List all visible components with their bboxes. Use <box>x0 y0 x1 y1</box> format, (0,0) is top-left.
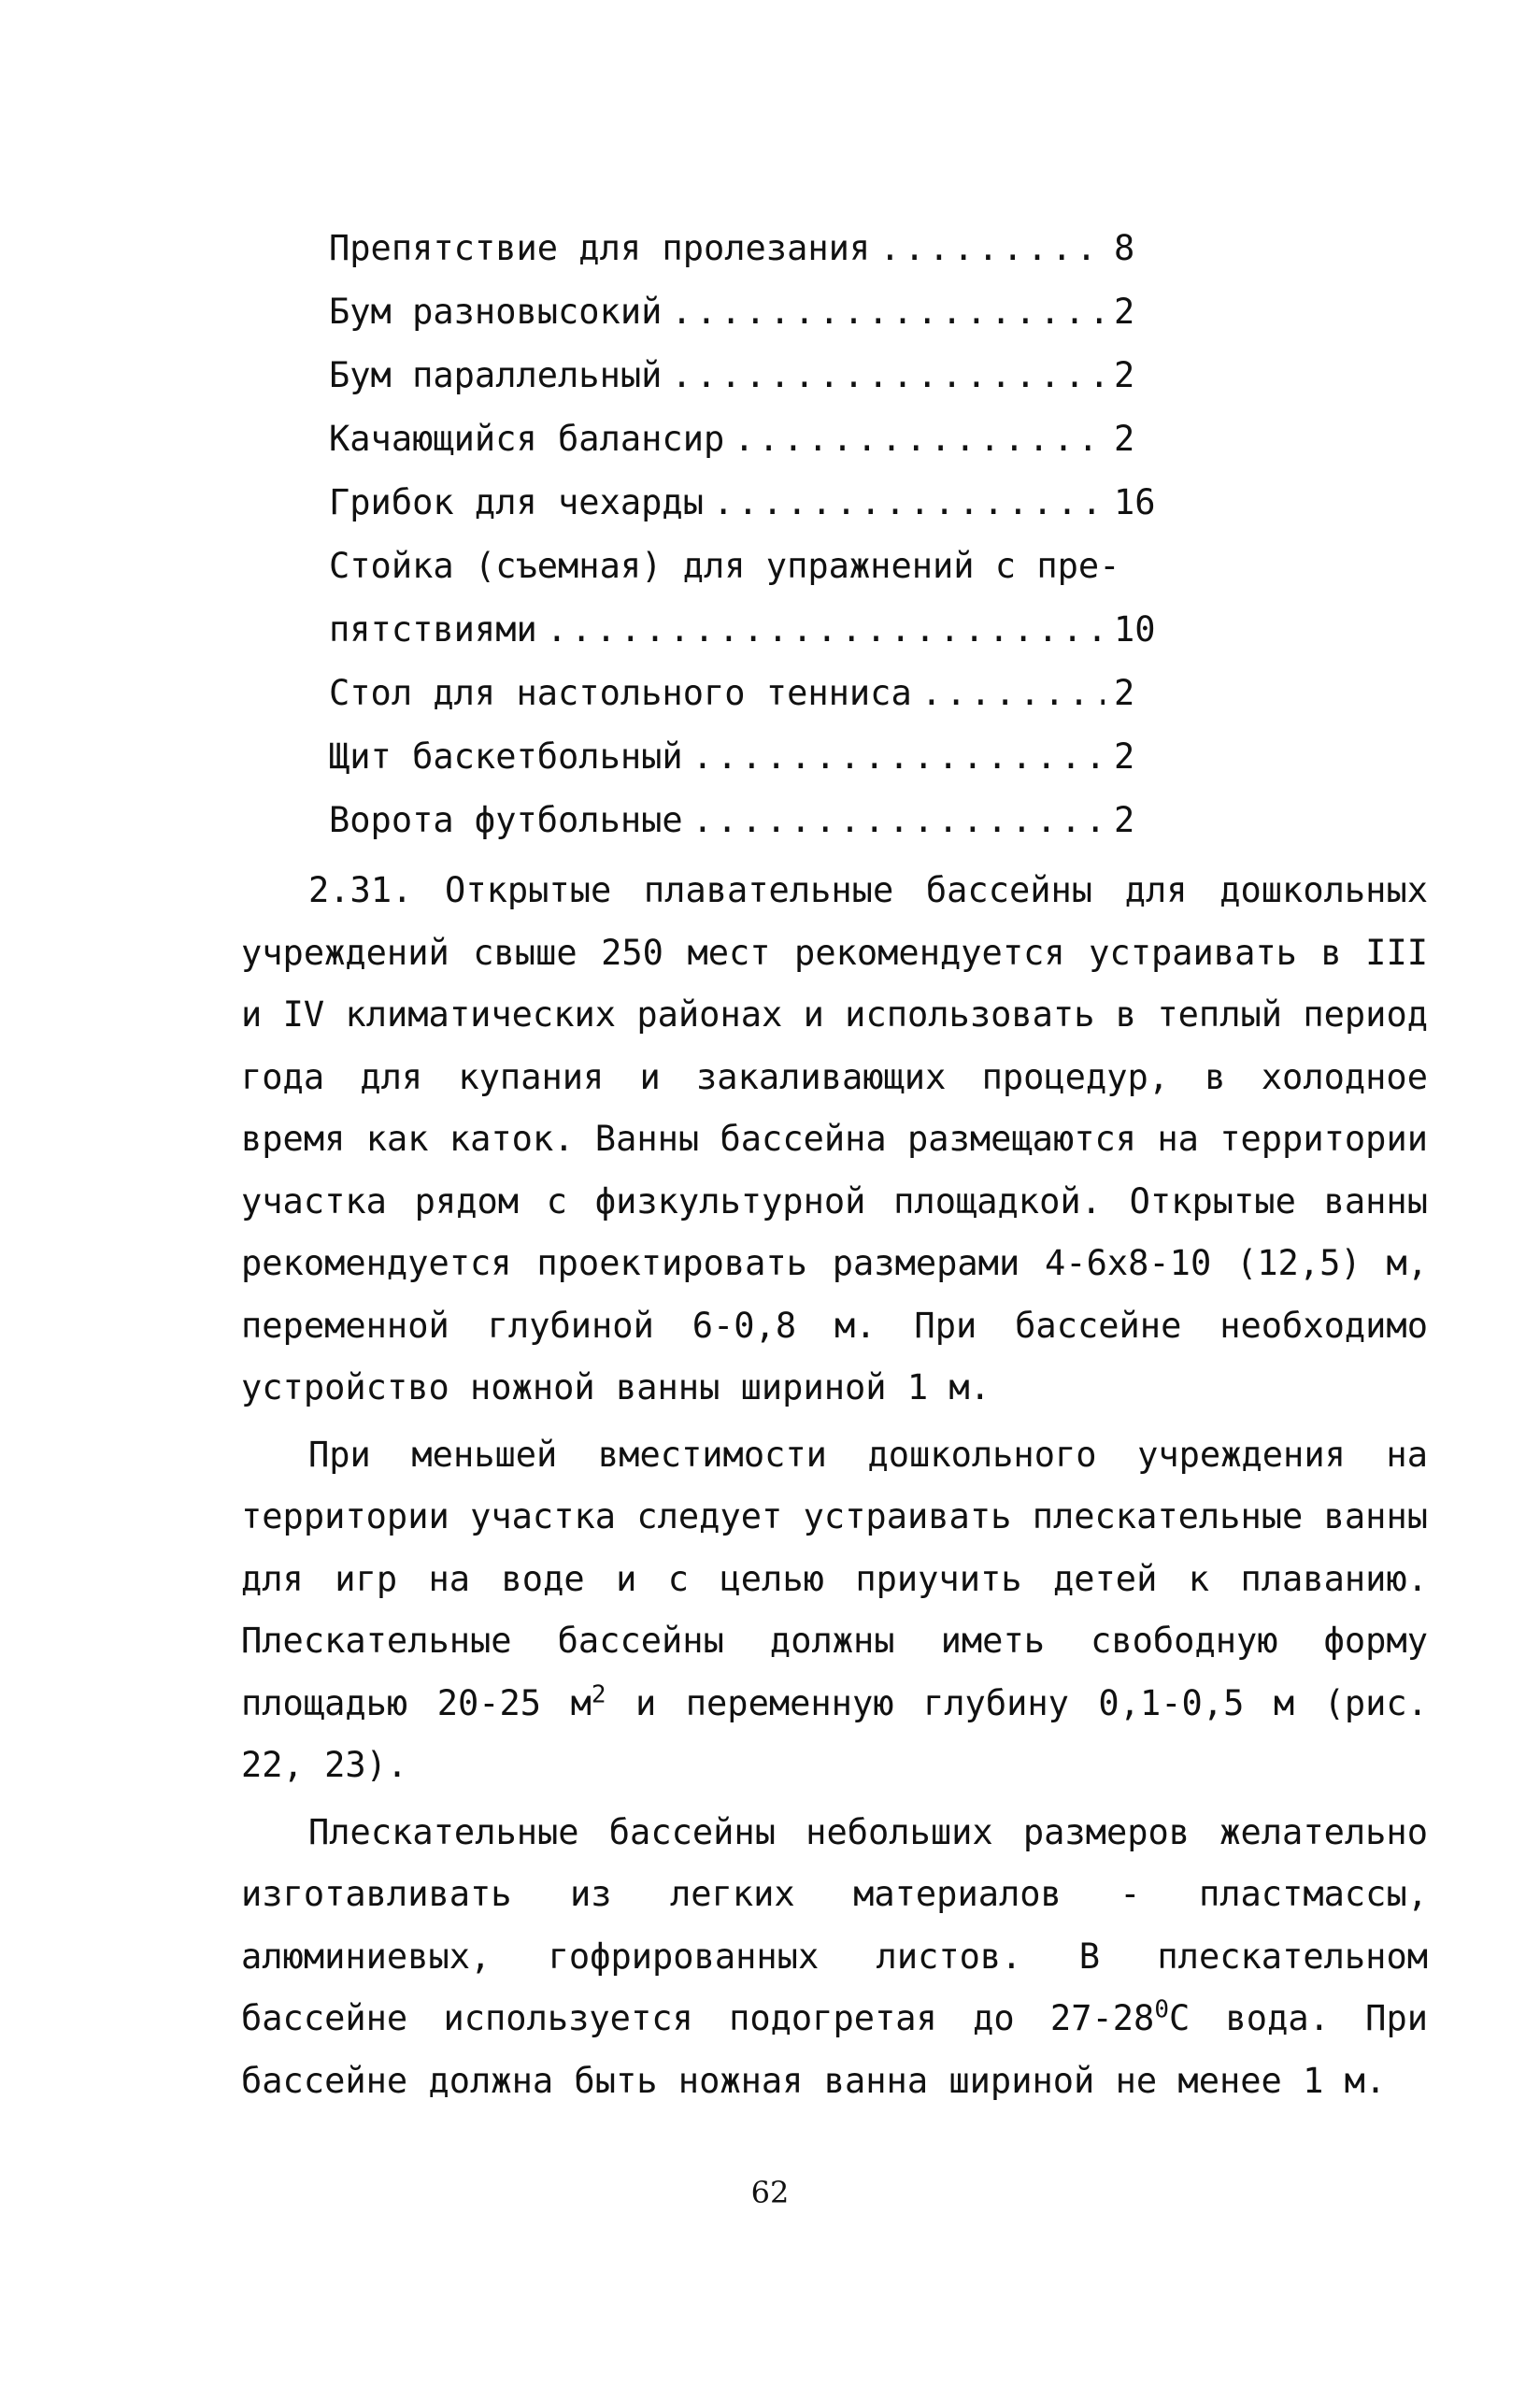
item-quantity: 10 <box>1114 609 1156 650</box>
item-name: Ворота футбольные <box>329 800 683 840</box>
item-quantity: 8 <box>1114 228 1135 268</box>
leader-dots <box>671 280 1105 344</box>
item-quantity: 16 <box>1114 482 1156 522</box>
superscript: 0 <box>1154 1995 1169 2024</box>
item-name: Щит баскетбольный <box>329 736 683 777</box>
paragraph-pools-open <box>241 860 1428 1420</box>
paragraph-splash-pools-materials <box>241 1802 1428 2113</box>
item-name: пятствиями <box>329 609 537 650</box>
list-item <box>329 407 1151 471</box>
list-item <box>329 535 1151 598</box>
paragraph-text: С вода. При бассейне должна быть ножная ванна шириной не менее 1 м. <box>241 1998 1428 2101</box>
list-item <box>329 598 1156 662</box>
item-quantity: 2 <box>1114 736 1135 777</box>
item-name: Препятствие для пролезания <box>329 228 871 268</box>
body-text <box>241 860 1428 2117</box>
item-name: Бум параллельный <box>329 355 663 395</box>
page-number: 62 <box>750 2175 790 2210</box>
item-name: Стол для настольного тенниса <box>329 673 912 713</box>
item-quantity: 2 <box>1114 419 1135 459</box>
item-name: Грибок для чехарды <box>329 482 704 522</box>
list-item <box>329 344 1151 407</box>
superscript: 2 <box>591 1680 606 1709</box>
paragraph-splash-pools <box>241 1424 1428 1797</box>
list-item <box>329 725 1151 789</box>
item-name: Качающийся балансир <box>329 419 725 459</box>
list-item <box>329 789 1151 852</box>
list-item <box>329 280 1151 344</box>
paragraph-text: При меньшей вместимости дошкольного учреждения на территории участка следует устраивать плескательные ванны для игр на воде и с целью приучить детей к плаванию. Плескательные бассейны должны иметь свободную форму площадью 20-25 м <box>241 1434 1428 1723</box>
leader-dots <box>692 789 1105 852</box>
list-item <box>329 662 1151 725</box>
item-quantity: 2 <box>1114 292 1135 332</box>
paragraph-text: 2.31. Открытые плавательные бассейны для дошкольных учреждений свыше 250 мест рекомендуется устраивать в III и IV климатических районах и использовать в теплый период года для купания и закаливающих процедур, в холодное время как каток. Ванны бассейна размещаются на территории участка рядом с физкультурной площадкой. Открытые ванны рекомендуется проектировать размерами 4-6x8-10 (12,5) м, переменной глубиной 6-0,8 м. При бассейне необходимо устройство ножной ванны шириной 1 м. <box>241 870 1428 1407</box>
list-item <box>329 217 1151 280</box>
leader-dots <box>734 407 1105 471</box>
leader-dots <box>713 471 1105 535</box>
leader-dots <box>921 662 1105 725</box>
item-quantity: 2 <box>1114 673 1135 713</box>
leader-dots <box>692 725 1105 789</box>
item-name: Бум разновысокий <box>329 292 663 332</box>
leader-dots <box>879 217 1105 280</box>
item-quantity: 2 <box>1114 355 1135 395</box>
equipment-list <box>329 217 1156 852</box>
list-item <box>329 471 1156 535</box>
item-quantity: 2 <box>1114 800 1135 840</box>
leader-dots <box>671 344 1105 407</box>
paragraph-text: Плескательные бассейны небольших размеров желательно изготавливать из легких материалов - пластмассы, алюминиевых, гофрированных листов. В плескательном бассейне используется подогретая до 27-28 <box>241 1811 1428 2038</box>
paragraph-text: и переменную глубину 0,1-0,5 м (рис. 22, 23). <box>241 1682 1428 1785</box>
leader-dots <box>547 598 1105 662</box>
item-name: Стойка (съемная) для упражнений с пре- <box>329 546 1120 586</box>
